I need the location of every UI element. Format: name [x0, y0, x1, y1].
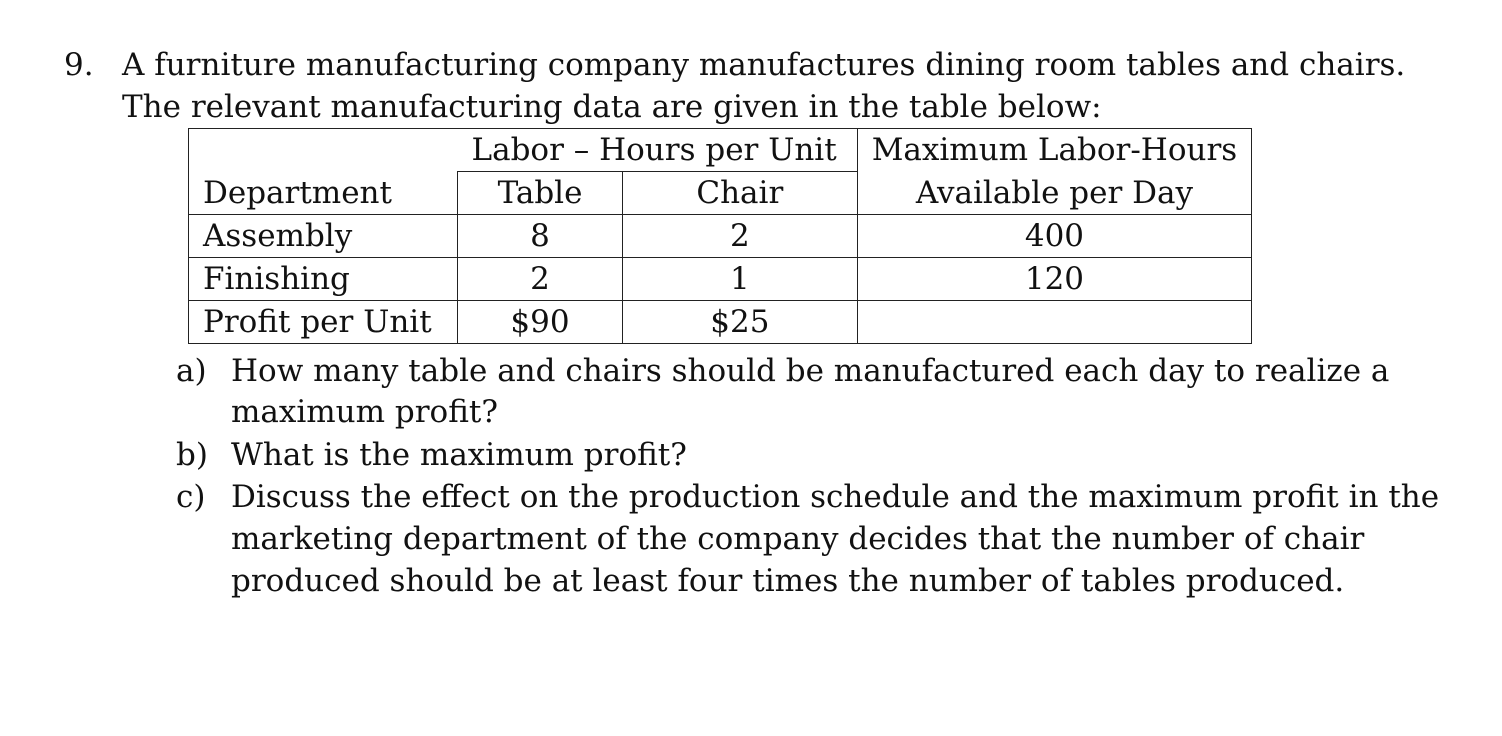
part-b-label: b) [176, 437, 208, 473]
cell-chair-hours: 1 [622, 258, 857, 301]
cell-chair-hours: 2 [622, 215, 857, 258]
question-number: 9. [64, 47, 94, 83]
question-text-line-1: A furniture manufacturing company manufactures dining room tables and chairs. [122, 47, 1406, 83]
header-table: Table [458, 172, 623, 215]
part-a-label: a) [176, 353, 207, 389]
cell-chair-profit: $25 [622, 301, 857, 344]
cell-table-profit: $90 [458, 301, 623, 344]
header-department: Department [189, 172, 458, 215]
cell-max-hours: 400 [857, 215, 1252, 258]
header-chair: Chair [622, 172, 857, 215]
cell-department: Assembly [189, 215, 458, 258]
part-c-text-line-1: Discuss the effect on the production schedule and the maximum profit in the [231, 479, 1440, 515]
part-b-text-line-1: What is the maximum profit? [231, 437, 687, 473]
table-row [189, 258, 1252, 301]
cell-max-hours: 120 [857, 258, 1252, 301]
cell-table-hours: 8 [458, 215, 623, 258]
part-c-label: c) [176, 479, 206, 515]
part-c-text-line-2: marketing department of the company decides that the number of chair [231, 521, 1365, 557]
cell-table-hours: 2 [458, 258, 623, 301]
header-labor-hours: Labor – Hours per Unit [458, 129, 858, 172]
header-available-per-day: Available per Day [857, 172, 1252, 215]
part-c-text-line-3: produced should be at least four times the number of tables produced. [231, 563, 1345, 599]
table-header-row-2 [189, 172, 1252, 215]
cell-department: Finishing [189, 258, 458, 301]
header-empty-cell [189, 129, 458, 172]
table-header-row-1 [189, 129, 1252, 172]
part-a-text-line-1: How many table and chairs should be manufactured each day to realize a [231, 353, 1390, 389]
header-maximum-labor-hours: Maximum Labor-Hours [857, 129, 1252, 172]
cell-department: Profit per Unit [189, 301, 458, 344]
cell-max-empty [857, 301, 1252, 344]
question-text-line-2: The relevant manufacturing data are given in the table below: [122, 89, 1102, 125]
table-row [189, 215, 1252, 258]
part-a-text-line-2: maximum profit? [231, 394, 498, 430]
table-row [189, 301, 1252, 344]
manufacturing-data-table [188, 128, 1252, 344]
